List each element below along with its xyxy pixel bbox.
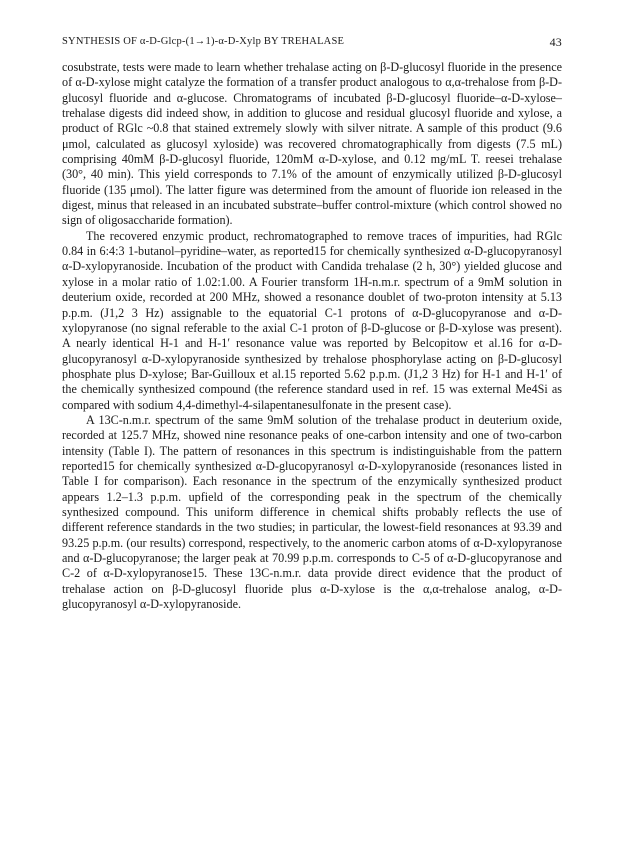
paragraph-1: cosubstrate, tests were made to learn whether trehalase acting on β-D-glucosyl fluoride in the presence of α-D-xylose might catalyze the formation of a transfer product analogous to α,α-trehalose from β-D-glucosyl fluoride and α-glucose. Chromatograms of incubated β-D-glucosyl fluoride–α-D-xylose–trehalase digests did indeed show, in addition to glucose and residual glucosyl fluoride and xylose, a product of RGlc ~0.8 that stained extremely slowly with silver nitrate. A sample of this product (9.6 μmol, calculated as glucosyl xyloside) was recovered chromatographically from digests (7.5 mL) comprising 40mM β-D-glucosyl fluoride, 120mM α-D-xylose, and 0.12 mg/mL T. reesei trehalase (30°, 40 min). This yield corresponds to 7.1% of the amount of enzymically utilized β-D-glucosyl fluoride (135 μmol). The latter figure was determined from the amount of fluoride ion released in the digest, minus that released in an incubated substrate–buffer control-mixture (which control showed no sign of oligosaccharide formation). <box>62 60 562 228</box>
body-text <box>62 60 562 612</box>
paragraph-3: A 13C-n.m.r. spectrum of the same 9mM solution of the trehalase product in deuterium oxide, recorded at 125.7 MHz, showed nine resonance peaks of one-carbon intensity and one of two-carbon intensity (Table I). The pattern of resonances in this spectrum is indistinguishable from the pattern reported15 for chemically synthesized α-D-glucopyranosyl α-D-xylopyranoside (resonances listed in Table I for comparison). Each resonance in the spectrum of the enzymically synthesized product appears 1.2–1.3 p.p.m. upfield of the corresponding peak in the spectrum of the chemically synthesized compound. This uniform difference in chemical shifts probably reflects the use of different reference standards in the two studies; in particular, the lowest-field resonances at 93.39 and 93.25 p.p.m. (our results) correspond, respectively, to the anomeric carbon atoms of α-D-xylopyranose and α-D-glucopyranose; the larger peak at 70.99 p.p.m. corresponds to C-5 of α-D-glucopyranose and C-2 of α-D-xylopyranose15. These 13C-n.m.r. data provide direct evidence that the product of trehalase action on β-D-glucosyl fluoride plus α-D-xylose is the α,α-trehalose analog, α-D-glucopyranosyl α-D-xylopyranoside. <box>62 412 562 612</box>
running-title: SYNTHESIS OF α-D-Glcp-(1→1)-α-D-Xylp BY TREHALASE <box>62 36 345 47</box>
paragraph-2: The recovered enzymic product, rechromatographed to remove traces of impurities, had RGlc 0.84 in 6:4:3 1-butanol–pyridine–water, as reported15 for chemically synthesized α-D-glucopyranosyl α-D-xylopyranoside. Incubation of the product with Candida trehalase (2 h, 30°) yielded glucose and xylose in a molar ratio of 1.02:1.00. A Fourier transform 1H-n.m.r. spectrum of a 9mM solution in deuterium oxide, recorded at 200 MHz, showed a resonance doublet of two-proton intensity at 5.13 p.p.m. (J1,2 3 Hz) assignable to the equatorial C-1 protons of α-D-glucopyranose and α-D-xylopyranose (no signal referable to the axial C-1 proton of β-D-glucose or β-D-xylose was present). A nearly identical H-1 and H-1′ resonance value was reported by Belcopitow et al.16 for α-D-glucopyranosyl α-D-xylopyranoside synthesized by trehalose phosphorylase acting on β-D-glucosyl phosphate plus D-xylose; Bar-Guilloux et al.15 reported 5.62 p.p.m. (J1,2 3 Hz) for H-1 and H-1′ of the chemically synthesized compound (the reference standard used in ref. 15 was external Me4Si as compared with sodium 4,4-dimethyl-4-silapentanesulfonate in the present case). <box>62 228 562 412</box>
page-number: 43 <box>549 35 562 49</box>
page-header <box>62 36 562 52</box>
